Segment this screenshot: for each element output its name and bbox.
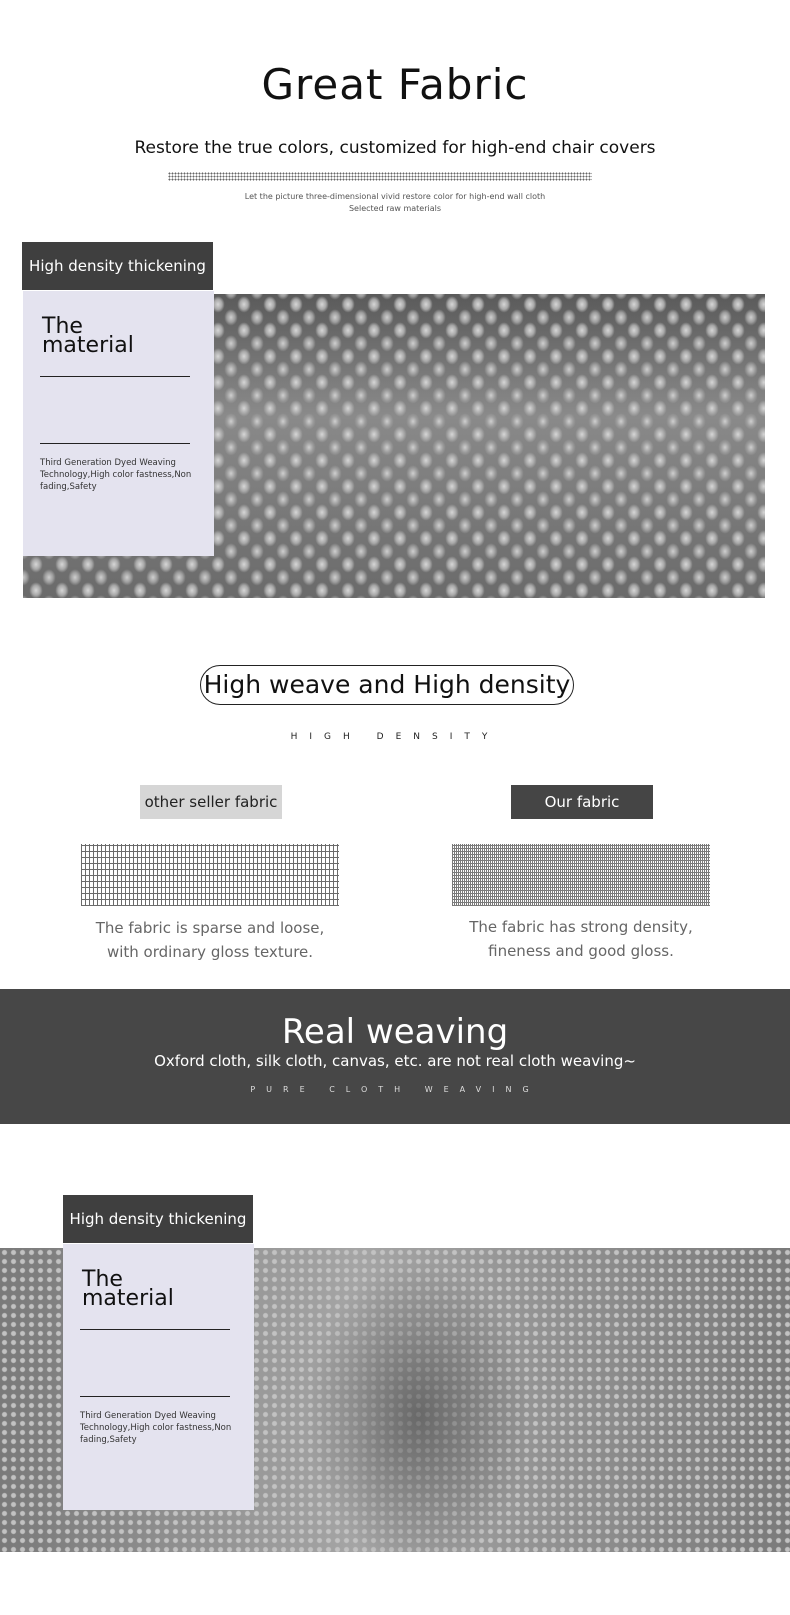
material-heading-2 <box>82 1267 174 1311</box>
page-title: Great Fabric <box>261 60 529 109</box>
dotted-divider <box>168 172 592 181</box>
section-title-pill: High weave and High density <box>200 665 574 705</box>
banner-subtitle: Oxford cloth, silk cloth, canvas, etc. are not real cloth weaving~ <box>154 1052 636 1070</box>
other-fabric-caption <box>45 916 375 964</box>
banner-title: Real weaving <box>281 1012 509 1052</box>
card-divider-top <box>40 376 190 377</box>
page-subtitle: Restore the true colors, customized for high-end chair covers <box>134 138 656 158</box>
other-fabric-label: other seller fabric <box>140 785 282 819</box>
material-card <box>23 291 214 556</box>
loose-weave-illustration <box>81 844 339 906</box>
card-2-divider-top <box>80 1329 230 1330</box>
header-small-text-2: Selected raw materials <box>348 204 442 213</box>
our-fabric-label: Our fabric <box>511 785 653 819</box>
our-caption-line2: fineness and good gloss. <box>488 942 674 960</box>
material-heading-2-line1: The <box>82 1267 123 1292</box>
header-small-text-1: Let the picture three-dimensional vivid restore color for high-end wall cloth <box>244 192 546 201</box>
material-description: Third Generation Dyed Weaving Technology,High color fastness,Non fading,Safety <box>40 458 192 492</box>
dense-weave-illustration <box>452 844 710 906</box>
material-description-2: Third Generation Dyed Weaving Technology,High color fastness,Non fading,Safety <box>80 1411 232 1445</box>
our-caption-line1: The fabric has strong density, <box>469 918 693 936</box>
card-divider-bottom <box>40 443 190 444</box>
banner-small-text: PURE CLOTH WEAVING <box>250 1085 540 1094</box>
material-heading <box>42 314 134 358</box>
feature-tag-2: High density thickening <box>63 1195 253 1243</box>
section-subtitle: HIGH DENSITY <box>290 732 500 742</box>
card-2-divider-bottom <box>80 1396 230 1397</box>
feature-tag: High density thickening <box>22 242 213 290</box>
other-caption-line2: with ordinary gloss texture. <box>106 943 314 961</box>
material-heading-line1: The <box>42 314 83 339</box>
material-card-2 <box>63 1244 254 1510</box>
other-caption-line1: The fabric is sparse and loose, <box>95 919 325 937</box>
material-heading-line2: material <box>42 333 134 358</box>
material-heading-2-line2: material <box>82 1286 174 1311</box>
our-fabric-caption <box>416 915 746 963</box>
